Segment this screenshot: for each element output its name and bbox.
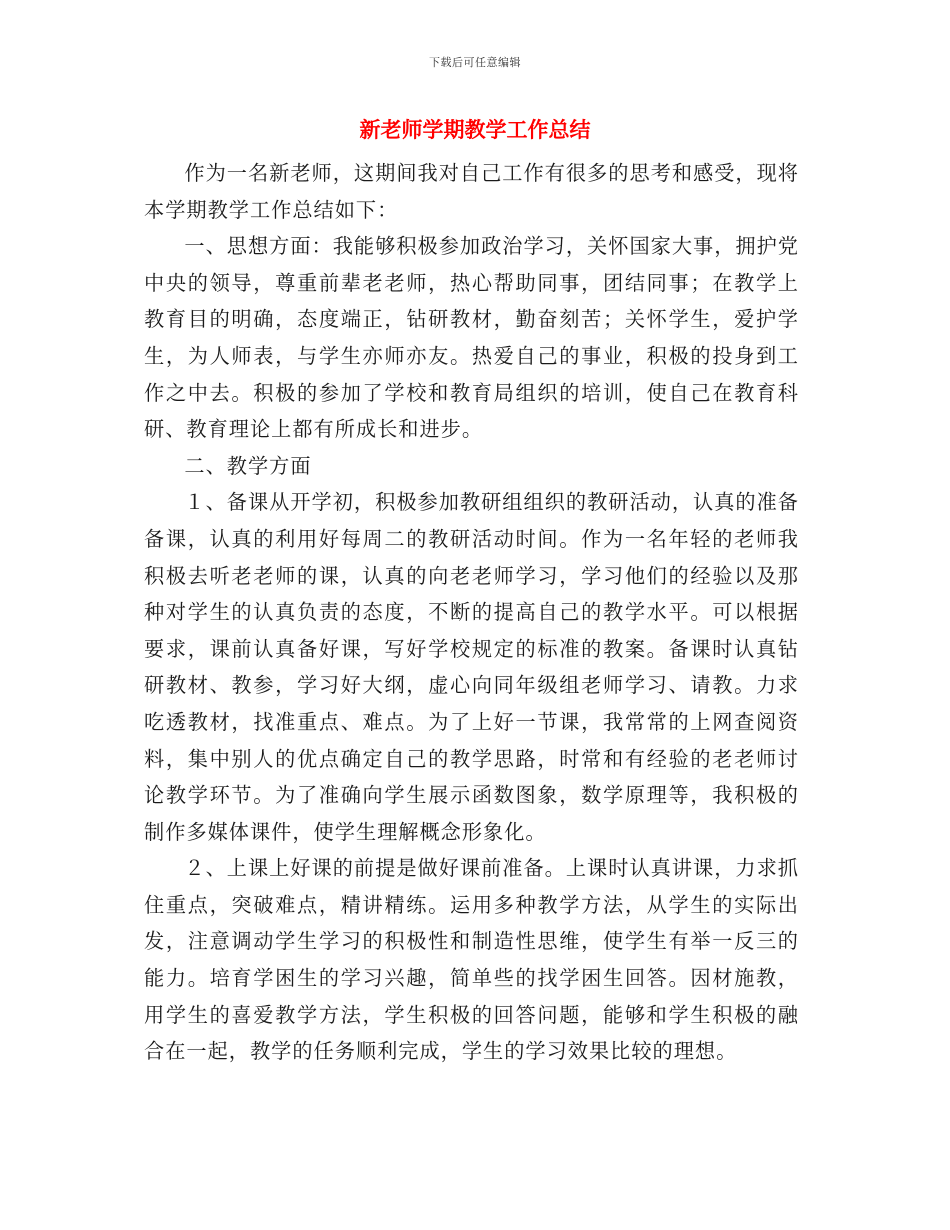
paragraph-intro: 作为一名新老师，这期间我对自己工作有很多的思考和感受，现将本学期教学工作总结如下：: [144, 161, 799, 222]
paragraph-classes: ２、上课上好课的前提是做好课前准备。上课时认真讲课，力求抓住重点，突破难点，精讲精练。运用多种教学方法，从学生的实际出发，注意调动学生学习的积极性和制造性思维，使学生有举一反三的能力。培育学困生的学习兴趣，简单些的找学困生回答。因材施教，用学生的喜爱教学方法，学生积极的回答问题，能够和学生积极的融合在一起，教学的任务顺利完成，学生的学习效果比较的理想。: [144, 856, 799, 1064]
paragraph-teaching-heading: 二、教学方面: [184, 453, 312, 478]
paragraph-thought: 一、思想方面：我能够积极参加政治学习，关怀国家大事，拥护党中央的领导，尊重前辈老老师，热心帮助同事，团结同事；在教学上教育目的明确，态度端正，钻研教材，勤奋刻苦；关怀学生，爱护学生，为人师表，与学生亦师亦友。热爱自己的事业，积极的投身到工作之中去。积极的参加了学校和教育局组织的培训，使自己在教育科研、教育理论上都有所成长和进步。: [144, 234, 799, 442]
document-body: [144, 155, 799, 1070]
document-title: 新老师学期教学工作总结: [359, 117, 591, 142]
paragraph-lesson-prep: １、备课从开学初，积极参加教研组组织的教研活动，认真的准备备课，认真的利用好每周二的教研活动时间。作为一名年轻的老师我积极去听老老师的课，认真的向老老师学习，学习他们的经验以及那种对学生的认真负责的态度，不断的提高自己的教学水平。可以根据要求，课前认真备好课，写好学校规定的标准的教案。备课时认真钻研教材、教参，学习好大纲，虚心向同年级组老师学习、请教。力求吃透教材，找准重点、难点。为了上好一节课，我常常的上网查阅资料，集中别人的优点确定自己的教学思路，时常和有经验的老老师讨论教学环节。为了准确向学生展示函数图象，数学原理等，我积极的制作多媒体课件，使学生理解概念形象化。: [144, 490, 799, 844]
header-note: 下载后可任意编辑: [429, 56, 521, 69]
